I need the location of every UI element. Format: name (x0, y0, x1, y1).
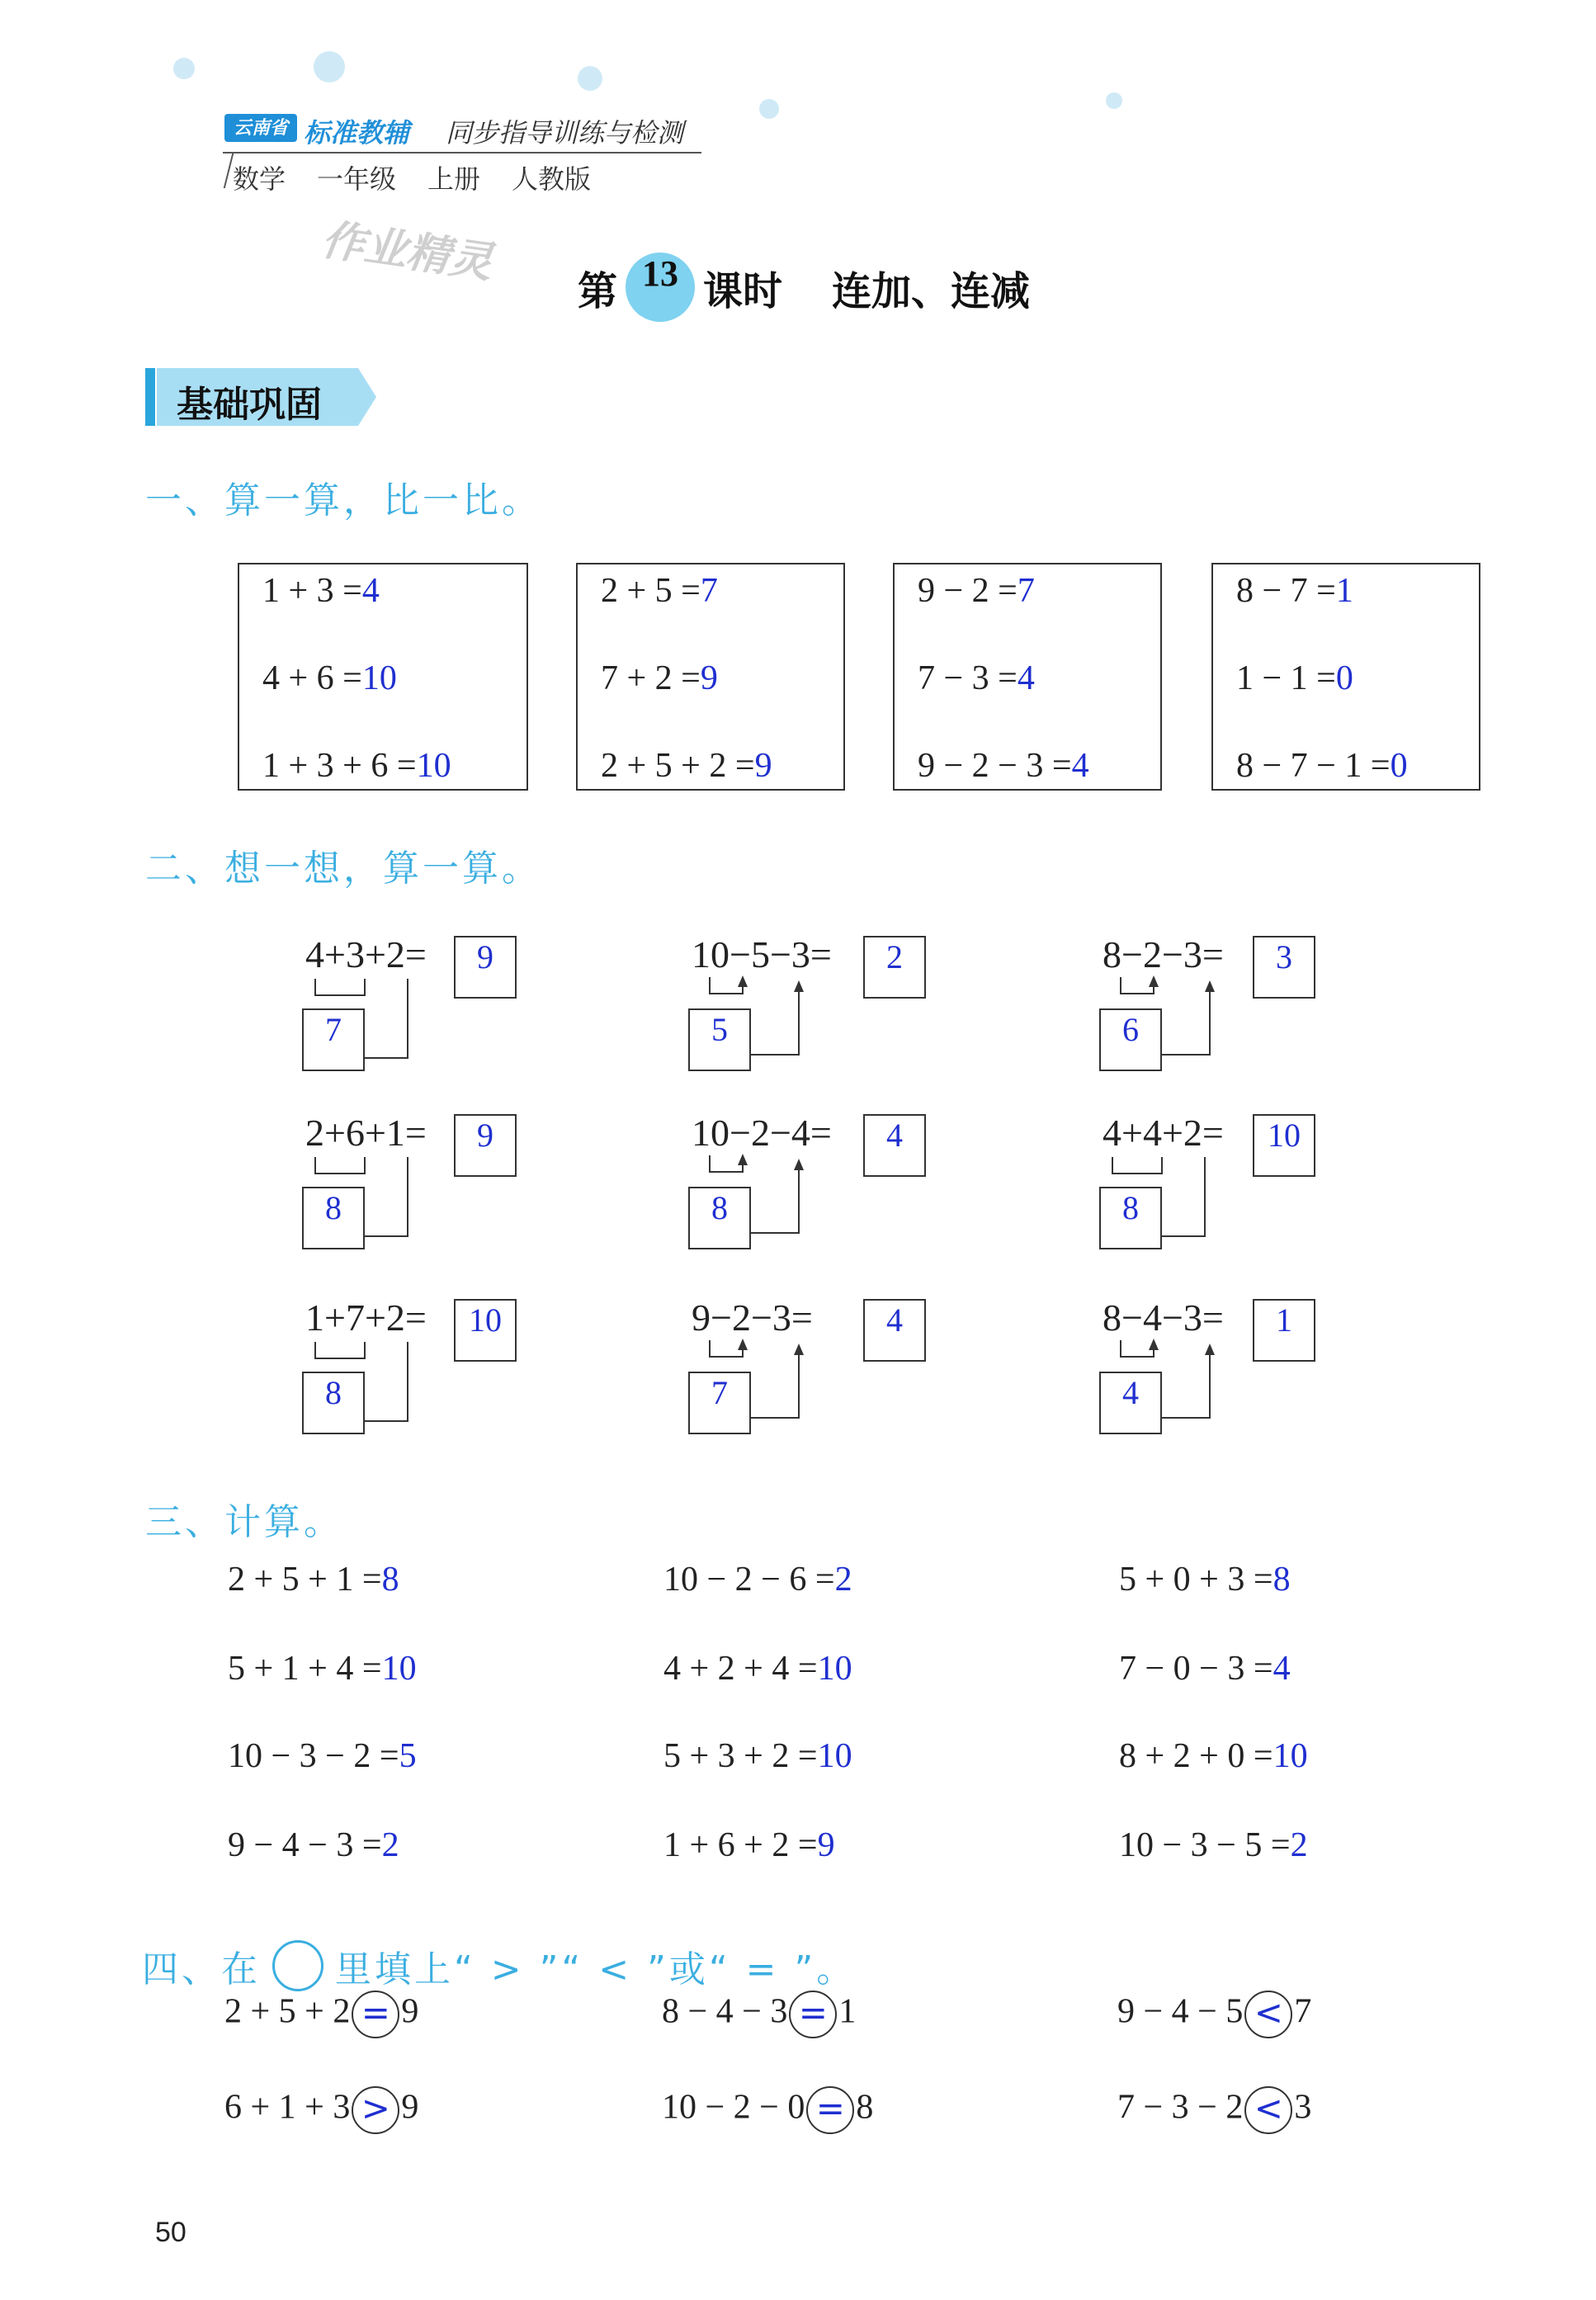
decor-speck (1106, 92, 1122, 109)
right-value: 1 (838, 1992, 857, 2031)
connector-lines (305, 1150, 437, 1241)
calc-line (1119, 1560, 1291, 1599)
equation-text: 5 + 0 + 3 = (1119, 1561, 1273, 1599)
chain-expression: 8−4−3= (1103, 1296, 1224, 1339)
connector-lines (1103, 1150, 1235, 1241)
answer-text: 10 (381, 1650, 417, 1688)
lesson-suffix: 课时 (703, 269, 783, 314)
equation-line (1236, 659, 1353, 698)
part1-box (893, 563, 1162, 791)
series-title: 同步指导训练与检测 (446, 118, 684, 148)
left-expression: 8 − 4 − 3 (662, 1992, 788, 2031)
intermediate-box: 8 (302, 1372, 365, 1434)
answer-text: 10 (1273, 1737, 1308, 1775)
chain-expression: 1+7+2= (305, 1296, 427, 1339)
decor-speck (578, 66, 602, 91)
equation-text: 5 + 1 + 4 = (228, 1650, 382, 1688)
equation-text: 5 + 3 + 2 = (663, 1737, 818, 1775)
equation-text: 7 + 2 = (601, 659, 701, 697)
answer-text: 10 (817, 1650, 852, 1688)
calc-line (228, 1560, 399, 1599)
equation-text: 4 + 2 + 4 = (663, 1650, 818, 1688)
brand-name: 标准教辅 (304, 118, 410, 148)
section-2-title: 二、想一想，算一算。 (145, 848, 541, 890)
answer-text: 5 (399, 1737, 417, 1775)
connector-lines (1103, 1335, 1235, 1426)
comparison-circle[interactable]: = (789, 1991, 837, 2038)
equation-line (601, 659, 718, 698)
equation-line (918, 659, 1035, 698)
lesson-title: 连加、连减 (832, 269, 1031, 314)
equation-text: 7 − 3 = (918, 659, 1018, 697)
chain-expression: 10−5−3= (692, 933, 832, 975)
answer-text: 7 (1017, 572, 1035, 610)
banner-label: 基础巩固 (177, 384, 322, 426)
result-box: 4 (863, 1114, 926, 1177)
comparison-circle[interactable]: < (1244, 1991, 1292, 2038)
answer-text: 4 (1071, 747, 1089, 785)
answer-text: 1 (1335, 572, 1353, 610)
equation-line (1236, 746, 1408, 786)
comparison-line (1117, 1991, 1311, 2038)
calc-line (1119, 1649, 1291, 1688)
intermediate-box: 6 (1099, 1008, 1162, 1071)
left-expression: 6 + 1 + 3 (224, 2088, 351, 2127)
lesson-heading (578, 253, 1030, 322)
calc-line (663, 1649, 852, 1688)
answer-text: 10 (817, 1737, 852, 1775)
result-box: 1 (1253, 1299, 1315, 1362)
answer-text: 2 (834, 1561, 852, 1599)
grade: 一年级 (317, 164, 397, 194)
calc-line (1119, 1736, 1308, 1776)
result-box: 9 (454, 1114, 517, 1177)
right-value: 8 (856, 2088, 874, 2127)
calc-line (663, 1736, 852, 1776)
chain-expression: 4+3+2= (305, 933, 427, 975)
chain-expression: 2+6+1= (305, 1112, 427, 1154)
intermediate-box: 5 (688, 1008, 751, 1071)
equation-text: 10 − 2 − 6 = (663, 1561, 835, 1599)
left-expression: 10 − 2 − 0 (662, 2088, 805, 2127)
equation-text: 9 − 2 − 3 = (918, 747, 1072, 785)
answer-text: 0 (1390, 747, 1408, 785)
equation-line (918, 571, 1035, 611)
brand-logo (224, 112, 423, 147)
answer-text: 4 (361, 572, 380, 610)
header-divider (223, 152, 701, 153)
left-expression: 9 − 4 − 5 (1117, 1992, 1244, 2031)
answer-text: 0 (1335, 659, 1353, 697)
section-4-suffix: 里填上“ > ”“ < ”或“ = ”。 (335, 1948, 857, 1991)
lesson-prefix: 第 (578, 269, 618, 314)
connector-lines (305, 972, 437, 1063)
decor-speck (173, 58, 195, 79)
chain-expression: 9−2−3= (692, 1296, 813, 1339)
subject: 数学 (233, 164, 286, 194)
calc-line (228, 1736, 417, 1776)
equation-text: 7 − 0 − 3 = (1119, 1650, 1273, 1688)
calc-line (228, 1825, 399, 1865)
comparison-circle[interactable]: = (806, 2086, 854, 2134)
equation-text: 8 + 2 + 0 = (1119, 1737, 1273, 1775)
section-1-title: 一、算一算，比一比。 (145, 479, 541, 522)
brand-badge: 云南省 (224, 114, 297, 142)
intermediate-box: 4 (1099, 1372, 1162, 1434)
equation-text: 10 − 3 − 5 = (1119, 1826, 1291, 1864)
answer-text: 9 (754, 747, 772, 785)
answer-text: 9 (817, 1826, 835, 1864)
connector-lines (692, 1150, 824, 1241)
volume: 上册 (427, 164, 481, 194)
equation-line (601, 746, 772, 786)
section-3-title: 三、计算。 (145, 1501, 343, 1543)
answer-text: 2 (381, 1826, 399, 1864)
right-value: 9 (401, 2088, 419, 2127)
answer-text: 10 (416, 747, 451, 785)
equation-text: 1 + 3 = (262, 572, 362, 610)
chain-expression: 10−2−4= (692, 1112, 832, 1154)
left-expression: 7 − 3 − 2 (1117, 2088, 1244, 2127)
answer-text: 9 (700, 659, 718, 697)
equation-line (262, 571, 380, 611)
right-value: 7 (1294, 1992, 1312, 2031)
answer-text: 8 (381, 1561, 399, 1599)
answer-text: 8 (1273, 1561, 1291, 1599)
equation-text: 2 + 5 = (601, 572, 701, 610)
equation-text: 4 + 6 = (262, 659, 362, 697)
equation-line (601, 571, 718, 611)
intermediate-box: 8 (688, 1187, 751, 1249)
connector-lines (305, 1335, 437, 1426)
lesson-number: 13 (626, 253, 695, 322)
equation-text: 1 + 3 + 6 = (262, 747, 417, 785)
equation-line (262, 746, 451, 786)
answer-text: 10 (361, 659, 397, 697)
calc-line (228, 1649, 417, 1688)
calc-line (663, 1825, 835, 1865)
intermediate-box: 8 (1099, 1187, 1162, 1249)
equation-text: 2 + 5 + 2 = (601, 747, 755, 785)
subject-line (233, 158, 622, 196)
chain-expression: 4+4+2= (1103, 1112, 1224, 1154)
part1-box (1211, 563, 1480, 791)
result-box: 10 (454, 1299, 517, 1362)
right-value: 9 (401, 1992, 419, 2031)
calc-line (663, 1560, 852, 1599)
intermediate-box: 7 (302, 1008, 365, 1071)
section-4-title (142, 1939, 856, 1992)
equation-text: 9 − 2 = (918, 572, 1018, 610)
chain-expression: 8−2−3= (1103, 933, 1224, 975)
comparison-line (662, 1991, 856, 2038)
section-4-prefix: 四、在 (142, 1948, 261, 1991)
result-box: 4 (863, 1299, 926, 1362)
result-box: 10 (1253, 1114, 1315, 1177)
edition: 人教版 (512, 164, 592, 194)
equation-text: 9 − 4 − 3 = (228, 1826, 382, 1864)
comparison-circle[interactable]: > (352, 2086, 399, 2134)
answer-text: 4 (1017, 659, 1035, 697)
connector-lines (692, 972, 824, 1063)
connector-lines (1103, 972, 1235, 1063)
page-number: 50 (155, 2217, 187, 2248)
section-banner (145, 368, 385, 426)
decor-speck (314, 51, 345, 83)
equation-text: 10 − 3 − 2 = (228, 1737, 399, 1775)
comparison-circle[interactable]: = (352, 1991, 399, 2038)
equation-text: 1 − 1 = (1236, 659, 1336, 697)
decor-speck (759, 99, 779, 119)
part1-box (238, 563, 528, 791)
left-expression: 2 + 5 + 2 (224, 1992, 351, 2031)
watermark: 作业精灵 (319, 215, 496, 288)
equation-line (1236, 571, 1353, 611)
comparison-line (1117, 2086, 1311, 2134)
intermediate-box: 8 (302, 1187, 365, 1249)
part1-box (576, 563, 845, 791)
connector-lines (692, 1335, 824, 1426)
right-value: 3 (1294, 2088, 1312, 2127)
equation-text: 2 + 5 + 1 = (228, 1561, 382, 1599)
equation-text: 8 − 7 = (1236, 572, 1336, 610)
answer-text: 2 (1290, 1826, 1308, 1864)
equation-text: 1 + 6 + 2 = (663, 1826, 818, 1864)
answer-text: 7 (700, 572, 718, 610)
answer-text: 4 (1273, 1650, 1291, 1688)
comparison-line (224, 1991, 418, 2038)
intermediate-box: 7 (688, 1372, 751, 1434)
equation-line (262, 659, 397, 698)
calc-line (1119, 1825, 1308, 1865)
circle-icon (272, 1940, 323, 1991)
comparison-line (662, 2086, 873, 2134)
result-box: 2 (863, 936, 926, 999)
equation-text: 8 − 7 − 1 = (1236, 747, 1391, 785)
result-box: 3 (1253, 936, 1315, 999)
result-box: 9 (454, 936, 517, 999)
comparison-circle[interactable]: < (1244, 2086, 1292, 2134)
comparison-line (224, 2086, 418, 2134)
equation-line (918, 746, 1089, 786)
